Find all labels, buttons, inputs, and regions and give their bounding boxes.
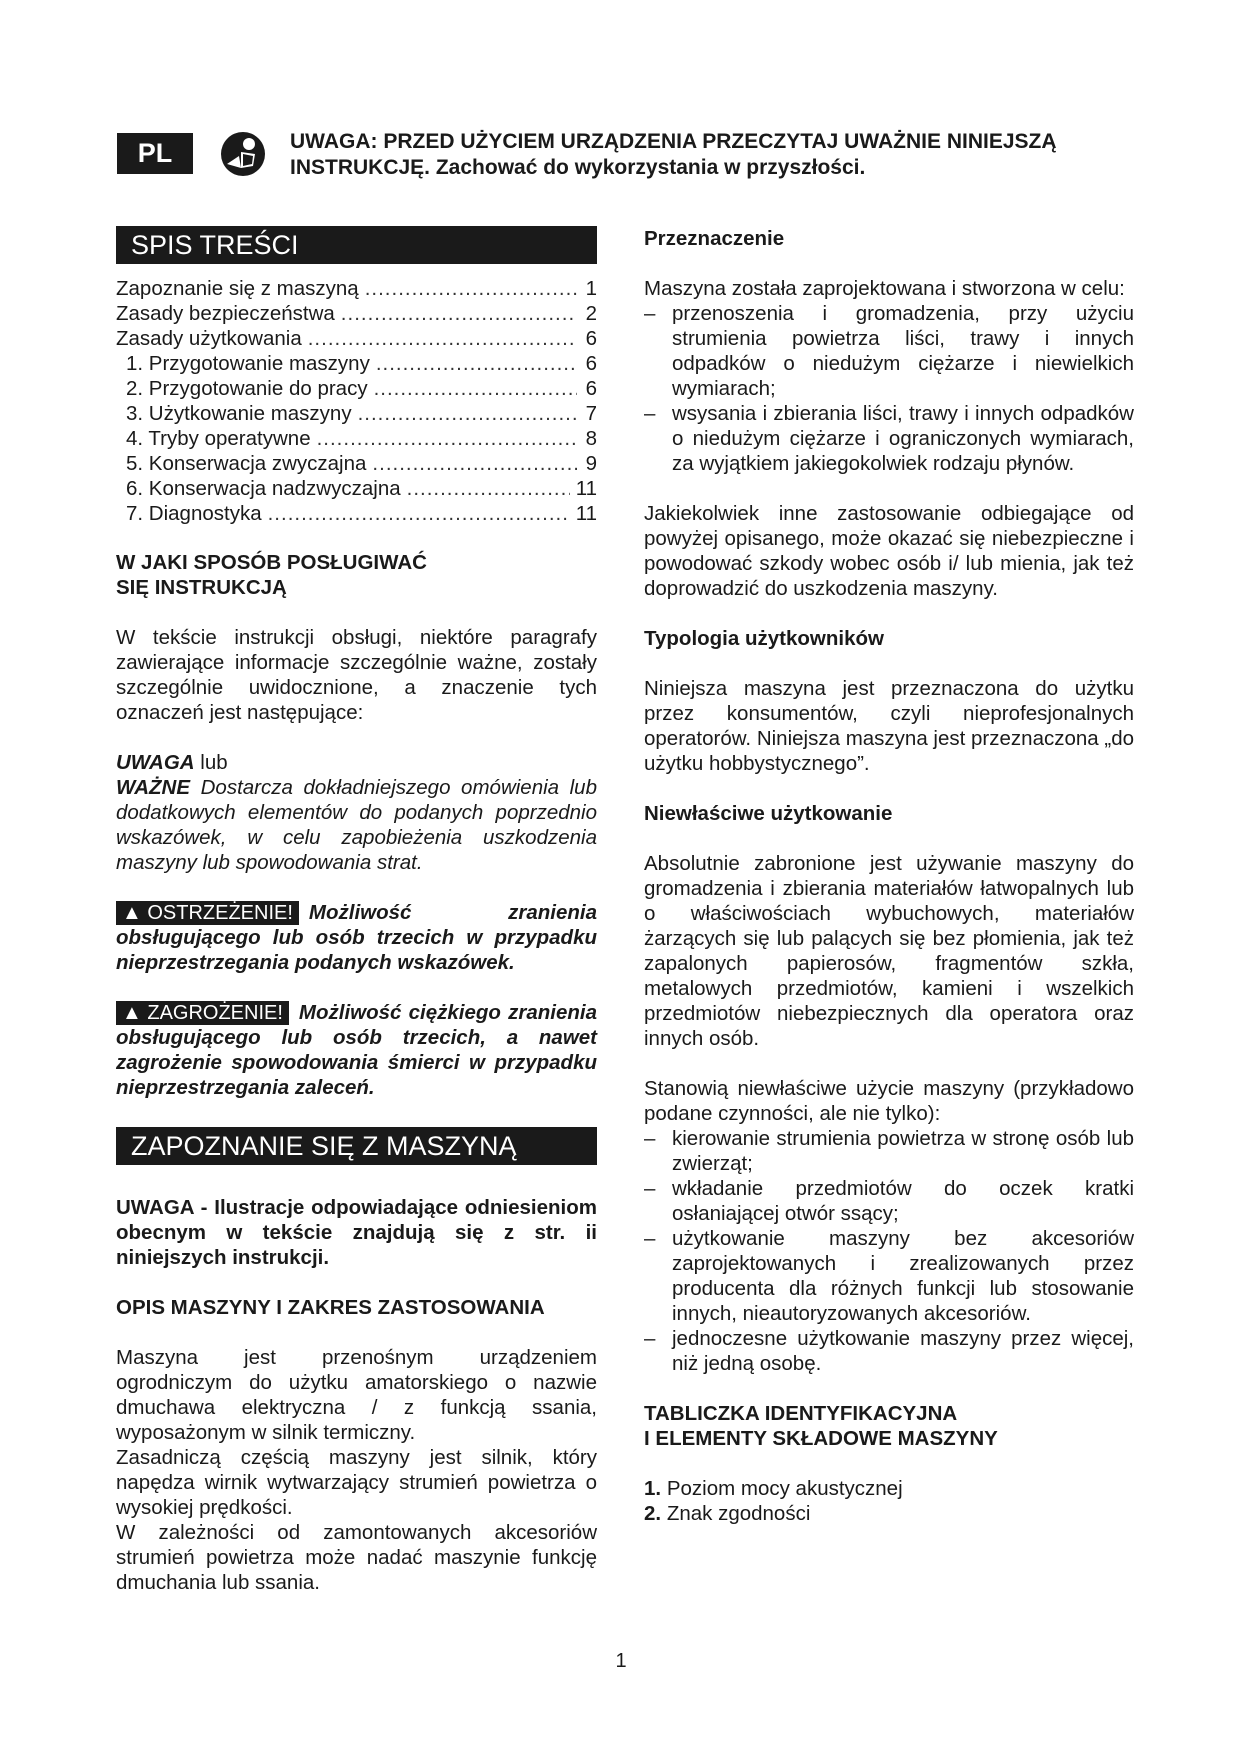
purpose-list [644,301,1134,476]
zagrozenie-note: ▲ ZAGROŻENIE! Możliwość ciężkiego zranienia obsługującego lub osób trzecich, a nawet zagrożenie spowodowania śmierci w przypadku nieprzestrzegania zaleceń. [116,1001,597,1099]
purpose-intro: Maszyna została zaprojektowana i stworzona w celu: [644,277,1125,300]
table-of-contents [116,276,597,526]
toc-row[interactable]: 1. Przygotowanie maszyny ..... 6 [116,351,597,376]
list-item: – wkładanie przedmiotów do oczek kratki osłaniającej otwór ssący; [644,1176,1134,1226]
right-column [644,226,1134,1526]
purpose-title: Przeznaczenie [644,227,785,250]
description-p2: Zasadniczą częścią maszyny jest silnik, który napędza wirnik wytwarzający strumień powietrza o wysokiej prędkości. [116,1446,597,1519]
howto-title: W JAKI SPOSÓB POSŁUGIWAĆ SIĘ INSTRUKCJĄ [116,551,427,599]
toc-row[interactable]: 4. Tryby operatywne ..... 8 [116,426,597,451]
users-text: Niniejsza maszyna jest przeznaczona do użytku przez konsumentów, czyli nieprofesjonalnych operatorów. Niniejsza maszyna jest przeznaczona „do użytku hobbystycznego”. [644,677,1134,775]
language-badge: PL [117,133,193,174]
toc-title: SPIS TREŚCI [116,226,597,264]
list-item: 1. Poziom mocy akustycznej [644,1477,903,1500]
purpose-other: Jakiekolwiek inne zastosowanie odbiegające od powyżej opisanego, może okazać się niebezpieczne i powodować szkody wobec osób i/ lub mienia, jak też doprowadzić do uszkodzenia maszyny. [644,502,1134,600]
list-item: – przenoszenia i gromadzenia, przy użyciu strumienia powietrza liści, trawy i innych odpadków o niedużym ciężarze i niewielkich wymiarach; [644,301,1134,401]
ostrzezenie-tag: ▲ OSTRZEŻENIE! [116,901,299,925]
ostrzezenie-note: ▲ OSTRZEŻENIE! Możliwość zranienia obsługującego lub osób trzecich w przypadku nieprzestrzegania podanych wskazówek. [116,901,597,974]
warning-line-1: UWAGA: PRZED UŻYCIEM URZĄDZENIA PRZECZYTAJ UWAŻNIE NINIEJSZĄ [290,130,1057,153]
zagrozenie-tag: ▲ ZAGROŻENIE! [116,1001,289,1025]
list-item: – użytkowanie maszyny bez akcesoriów zaprojektowanych i zrealizowanych przez producenta dla różnych funkcji lub stosowanie innych, nieautoryzowanych akcesoriów. [644,1226,1134,1326]
list-item: – wsysania i zbierania liści, trawy i innych odpadków o niedużym ciężarze i ograniczonych wymiarach, za wyjątkiem jakiegokolwiek rodzaju płynów. [644,401,1134,476]
toc-row[interactable]: Zasady użytkowania ..... 6 [116,326,597,351]
toc-row[interactable]: 7. Diagnostyka ..... 11 [116,501,597,526]
list-item: – kierowanie strumienia powietrza w stronę osób lub zwierząt; [644,1126,1134,1176]
intro-section-title: ZAPOZNANIE SIĘ Z MASZYNĄ [116,1127,597,1165]
toc-row[interactable]: 5. Konserwacja zwyczajna ..... 9 [116,451,597,476]
howto-intro: W tekście instrukcji obsługi, niektóre paragrafy zawierające informacje szczególnie ważne, zostały szczególnie uwidocznione, a znaczenie tych oznaczeń jest następujące: [116,626,597,724]
users-title: Typologia użytkowników [644,627,884,650]
description-title: OPIS MASZYNY I ZAKRES ZASTOSOWANIA [116,1296,545,1319]
toc-row[interactable]: 6. Konserwacja nadzwyczajna ..... 11 [116,476,597,501]
misuse-intro: Stanowią niewłaściwe użycie maszyny (przykładowo podane czynności, ale nie tylko): [644,1077,1134,1125]
warning-header [290,129,1150,181]
plate-title: TABLICZKA IDENTYFIKACYJNA I ELEMENTY SKŁADOWE MASZYNY [644,1402,998,1450]
illustration-note: UWAGA - Ilustracje odpowiadające odniesieniom obecnym w tekście znajdują się z str. ii niniejszych instrukcji. [116,1196,597,1269]
toc-row[interactable]: 2. Przygotowanie do pracy ..... 6 [116,376,597,401]
plate-list [644,1476,1134,1526]
list-item: – jednoczesne użytkowanie maszyny przez więcej, niż jedną osobę. [644,1326,1134,1376]
list-item: 2. Znak zgodności [644,1502,811,1525]
read-manual-icon [219,130,267,178]
page-number: 1 [615,1650,627,1672]
misuse-title: Niewłaściwe użytkowanie [644,802,893,825]
left-column [116,226,597,1595]
misuse-text: Absolutnie zabronione jest używanie maszyny do gromadzenia i zbierania materiałów łatwopalnych lub o właściwościach wybuchowych, materiałów żarzących się lub palących się bez płomienia, jak też zapalonych papierosów, fragmentów szkła, metalowych przedmiotów, kamieni i wszelkich przedmiotów niebezpiecznych dla operatora oraz innych osób. [644,852,1134,1050]
warning-line-2: INSTRUKCJĘ. Zachować do wykorzystania w przyszłości. [290,156,866,179]
uwaga-note: UWAGA lub WAŻNE Dostarcza dokładniejszego omówienia lub dodatkowych elementów do podanych poprzednio wskazówek, w celu zapobieżenia uszkodzenia maszyny lub spowodowania strat. [116,751,597,874]
toc-row[interactable]: 3. Użytkowanie maszyny ..... 7 [116,401,597,426]
description-p1: Maszyna jest przenośnym urządzeniem ogrodniczym do użytku amatorskiego o nazwie dmuchawa elektryczna / z funkcją ssania, wyposażonym w silnik termiczny. [116,1346,597,1444]
description-p3: W zależności od zamontowanych akcesoriów strumień powietrza może nadać maszynie funkcję dmuchania lub ssania. [116,1521,597,1594]
toc-row[interactable]: Zapoznanie się z maszyną ..... 1 [116,276,597,301]
toc-row[interactable]: Zasady bezpieczeństwa ..... 2 [116,301,597,326]
misuse-list [644,1126,1134,1376]
